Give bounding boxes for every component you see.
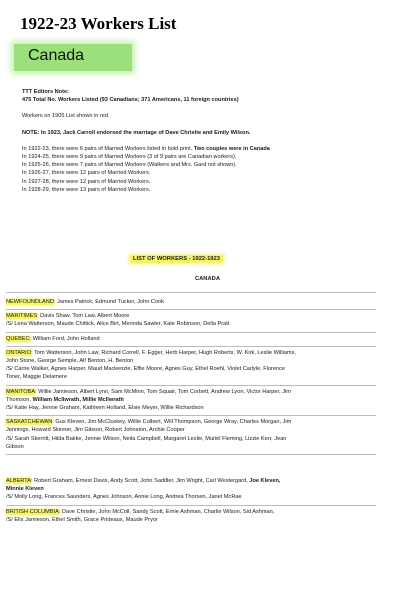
workers-line: : Robert Graham, Ernest Davis, Andy Scott, John Saddler, Jim Wright, Carl Westergard, <box>30 478 250 485</box>
region-label: MARITIMES <box>6 313 38 320</box>
workers-line: Thomson, William McIlwrath, Millie McIlwrath <box>6 396 124 403</box>
workers-list <box>6 296 376 527</box>
notes-year-line: In 1925-26, there were 7 pairs of Married Workers (Walkers and Mrs. Gard not shown). <box>22 162 237 169</box>
section-british-columbia: BRITISH COLUMBIA: Dave Christie, John McColl, Sandy Scott, Ernie Ashman, Charlie Wilson, Sid Ashman, /S/ Elis Jamieson, Ethel Smith, Grace Prideaux, Maude Pryor <box>6 505 376 527</box>
region-label: ALBERTA <box>6 478 31 485</box>
region-label: SASKATCHEWAN <box>6 419 53 426</box>
list-subheading: CANADA <box>194 276 221 282</box>
section-alberta <box>6 454 376 505</box>
region-label: QUEBEC <box>6 335 30 342</box>
workers-line: : Tom Watterson, John Law, Richard Correll, F. Egger, Herb Harper, Hugh Roberts, W. Kirk, Leslie Williams, <box>31 349 296 356</box>
section-ontario <box>6 346 376 385</box>
sisters-line: Gibson <box>6 443 24 450</box>
page-title: 1922-23 Workers List <box>20 14 177 33</box>
notes-year-line: In 1927-28, there were 12 pairs of Married Workers. <box>22 178 151 185</box>
notes-red-note: Workers on 1905 List shown in red <box>22 113 109 120</box>
notes-year-line: In 1926-27, there were 12 pairs of Married Workers. <box>22 170 151 177</box>
sisters-line: /S/ Molly Long, Frances Saunders, Agnes Johnson, Annie Long, Andrea Thorsen, Janet McRae <box>6 494 242 501</box>
notes-marriage: NOTE: In 1923, Jack Carroll endorsed the marriage of Dave Christie and Emily Wilson. <box>22 129 251 136</box>
workers-line: : James Patrick, Edmund Tucker, John Cook <box>53 299 164 305</box>
workers-line: Dave Christie, John McColl, Sandy Scott, Ernie Ashman, Charlie Wilson, Sid Ashman, <box>61 508 275 515</box>
region-label: BRITISH COLUMBIA <box>6 508 59 515</box>
sisters-line: Toner, Maggie Delamere <box>6 374 67 381</box>
sisters-line: /S/ Lena Watterson, Maude Chittick, Alice Birt, Merinda Sawler, Kate Robinson, Della Pratt <box>6 321 230 328</box>
divider <box>6 292 376 293</box>
notes-year-line: In 1928-29, there were 13 pairs of Married Workers. <box>22 186 151 193</box>
workers-line: : Gus Kleven, Jim McCluskey, Willie Colbert, Will Thompson, George Wray, Charles Morgan, Jim <box>52 419 292 426</box>
sisters-line: /S/ Sarah Skerritt, Hilda Bakke, Jennie Wilson, Neila Campbell, Margaret Leslie, Muriel Fleming, Lizzie Kerr, Jean <box>6 435 287 442</box>
sisters-line: /S/ Carrie Walker, Agnes Harper, Maud Mackenzie, Effie Moore, Agnes Guy, Ethel Roehl, Violet Carlyle, Florence <box>6 366 285 373</box>
notes-total: 475 Total No. Workers Listed (93 Canadians; 371 Americans, 11 foreign countries) <box>22 97 239 104</box>
workers-line: : Davis Shaw, Tom Law, Albert Moore <box>37 313 130 320</box>
workers-line: John Stone, George Semple, Alf Benton, H. Benton <box>6 358 134 365</box>
section-saskatchewan <box>6 415 376 454</box>
married-workers: Minnie Kleven <box>6 486 44 493</box>
list-heading: LIST OF WORKERS - 1922-1923 <box>130 255 223 263</box>
region-label: NEWFOUNDLAND <box>6 299 54 305</box>
workers-line: Jennings, Howard Skinner, Jim Gibson, Robert Johnston, Archie Cooper <box>6 427 185 434</box>
country-banner <box>14 44 132 71</box>
sisters-line: /S/ Elis Jamieson, Ethel Smith, Grace Prideaux, Maude Pryor <box>6 516 158 523</box>
region-label: ONTARIO <box>6 349 32 356</box>
country-label: Canada <box>28 47 85 64</box>
section-quebec <box>6 332 376 346</box>
notes-year-line: In 1924-25, there were 9 pairs of Married Workers (3 of 9 pairs are Canadian workers). <box>22 154 237 161</box>
sisters-line: /S/ Katie Hay, Jennie Graham, Kathleen Holland, Elsie Meyer, Willie Richardson <box>6 405 204 412</box>
section-maritimes <box>6 309 376 331</box>
section-manitoba <box>6 385 376 416</box>
married-workers: Joe Kleven, <box>249 478 281 485</box>
notes-heading: TTT Editors Note: <box>22 89 69 95</box>
region-label: MANITOBA <box>6 388 36 395</box>
editors-notes <box>22 88 402 194</box>
workers-line: : William Ford, John Holland <box>29 335 100 342</box>
workers-line: : Willie Jamieson, Albert Lynn, Sam McMinn, Tom Squair, Tom Corbett, Andrew Lyon, Victor Harper, Jim <box>35 388 291 395</box>
section-newfoundland <box>6 296 376 309</box>
notes-year-line: In 1922-23, there were 6 pairs of Married Workers listed in bold print. Two couples were in Canada <box>22 145 270 152</box>
